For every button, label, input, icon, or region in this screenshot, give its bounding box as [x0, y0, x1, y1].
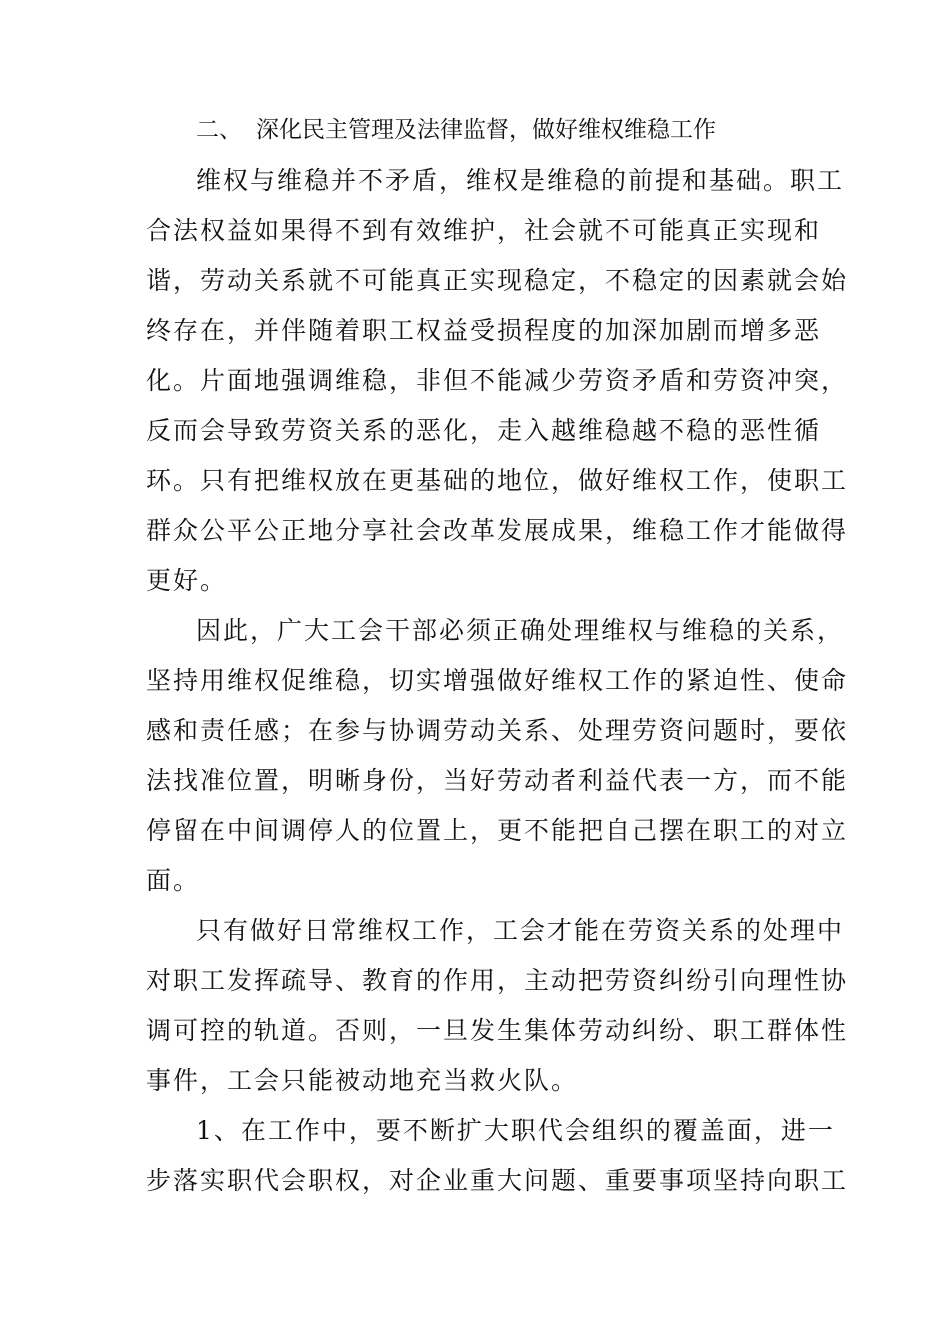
paragraph-2-line-1: 因此，广大工会干部必须正确处理维权与维稳的关系， [196, 616, 845, 645]
paragraph-2-line-6: 面。 [146, 866, 201, 895]
paragraph-1-line-3: 谐，劳动关系就不可能真正实现稳定，不稳定的因素就会始 [146, 266, 849, 295]
paragraph-3-line-1: 只有做好日常维权工作，工会才能在劳资关系的处理中 [196, 916, 845, 945]
paragraph-4-line-1: 1、在工作中，要不断扩大职代会组织的覆盖面，进一 [196, 1116, 835, 1145]
paragraph-2-line-5: 停留在中间调停人的位置上，更不能把自己摆在职工的对立 [146, 816, 849, 845]
paragraph-2-line-2: 坚持用维权促维稳，切实增强做好维权工作的紧迫性、使命 [146, 666, 849, 695]
paragraph-1-line-7: 环。只有把维权放在更基础的地位，做好维权工作，使职工 [146, 466, 849, 495]
paragraph-1-line-4: 终存在，并伴随着职工权益受损程度的加深加剧而增多恶 [146, 316, 822, 345]
paragraph-4-line-2: 步落实职代会职权，对企业重大问题、重要事项坚持向职工 [146, 1166, 849, 1195]
paragraph-2-line-3: 感和责任感；在参与协调劳动关系、处理劳资问题时，要依 [146, 716, 849, 745]
section-number: 二、 [196, 117, 242, 143]
paragraph-3-line-2: 对职工发挥疏导、教育的作用，主动把劳资纠纷引向理性协 [146, 966, 849, 995]
paragraph-2-line-4: 法找准位置，明晰身份，当好劳动者利益代表一方，而不能 [146, 766, 849, 795]
paragraph-1-line-1: 维权与维稳并不矛盾，维权是维稳的前提和基础。职工 [196, 166, 845, 195]
section-title: 深化民主管理及法律监督，做好维权维稳工作 [256, 117, 716, 143]
paragraph-3-line-3: 调可控的轨道。否则，一旦发生集体劳动纠纷、职工群体性 [146, 1016, 849, 1045]
paragraph-1-line-2: 合法权益如果得不到有效维护，社会就不可能真正实现和 [146, 216, 822, 245]
paragraph-1-line-8: 群众公平公正地分享社会改革发展成果，维稳工作才能做得 [146, 516, 849, 545]
paragraph-3-line-4: 事件，工会只能被动地充当救火队。 [146, 1066, 579, 1095]
paragraph-1-line-6: 反而会导致劳资关系的恶化，走入越维稳越不稳的恶性循 [146, 416, 822, 445]
paragraph-1-line-5: 化。片面地强调维稳，非但不能减少劳资矛盾和劳资冲突， [146, 366, 849, 395]
section-heading [196, 110, 716, 150]
paragraph-1-line-9: 更好。 [146, 566, 228, 595]
